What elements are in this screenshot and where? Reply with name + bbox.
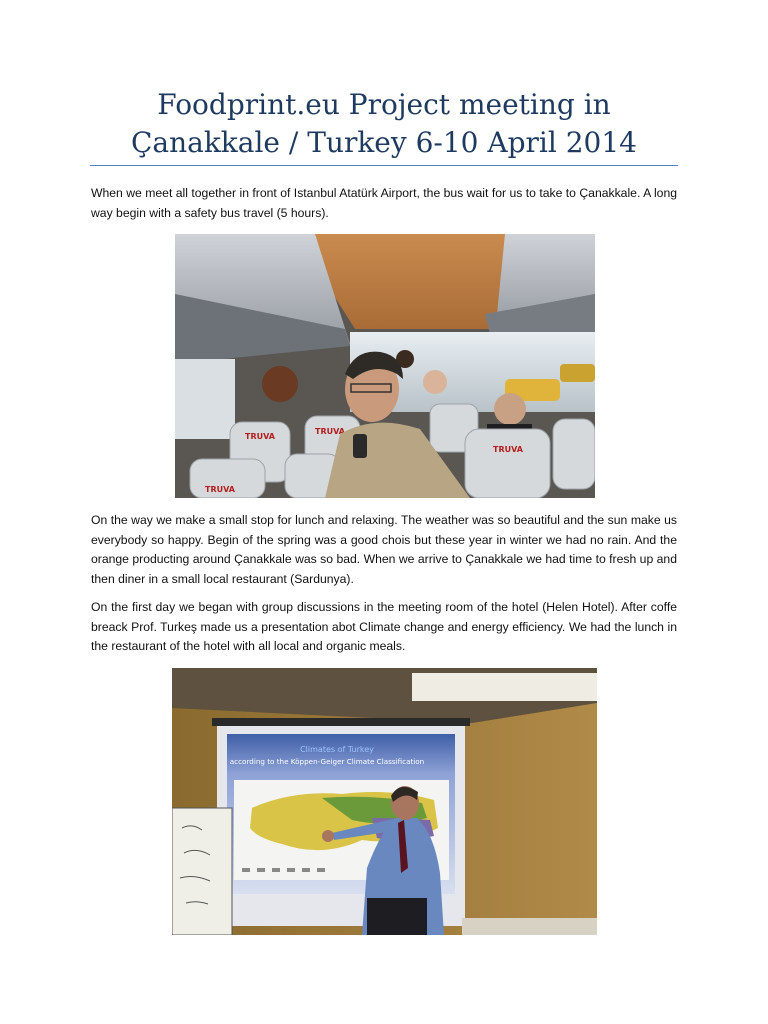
seat-brand-label: TRUVA bbox=[315, 427, 345, 436]
seat-brand-label: TRUVA bbox=[493, 445, 523, 454]
paragraph-first-day: On the first day we began with group discussions in the meeting room of the hotel (Helen Hotel). After coffe breack Prof. Turkeş made us a presentation abot Climate change and energy efficiency. We had the lunch in the restaurant of the hotel with all local and organic meals. bbox=[91, 600, 677, 653]
title-line-2: Çanakkale / Turkey 6-10 April 2014 bbox=[131, 126, 637, 159]
seat-brand-label: TRUVA bbox=[205, 485, 235, 494]
presentation-photo bbox=[172, 668, 597, 935]
title-underline bbox=[90, 165, 678, 166]
slide-title-line-2: according to the Köppen-Geiger Climate Classification bbox=[229, 757, 425, 766]
page-title bbox=[90, 86, 678, 162]
paragraph-airport: When we meet all together in front of Istanbul Atatürk Airport, the bus wait for us to take to Çanakkale. A long way begin with a safety bus travel (5 hours). bbox=[91, 186, 677, 220]
bus-interior-photo bbox=[175, 234, 595, 498]
title-line-1: Foodprint.eu Project meeting in bbox=[157, 88, 611, 121]
paragraph-journey: On the way we make a small stop for lunch and relaxing. The weather was so beautiful and the sun make us everybody so happy. Begin of the spring was a good chois but these year in winter we had no rain. And the orange producting around Çanakkale was so bad. When we arrive to Çanakkale we had time to fresh up and then diner in a small local restaurant (Sardunya). bbox=[91, 513, 677, 586]
slide-title-line-1: Climates of Turkey bbox=[300, 745, 374, 754]
seat-brand-label: TRUVA bbox=[245, 432, 275, 441]
